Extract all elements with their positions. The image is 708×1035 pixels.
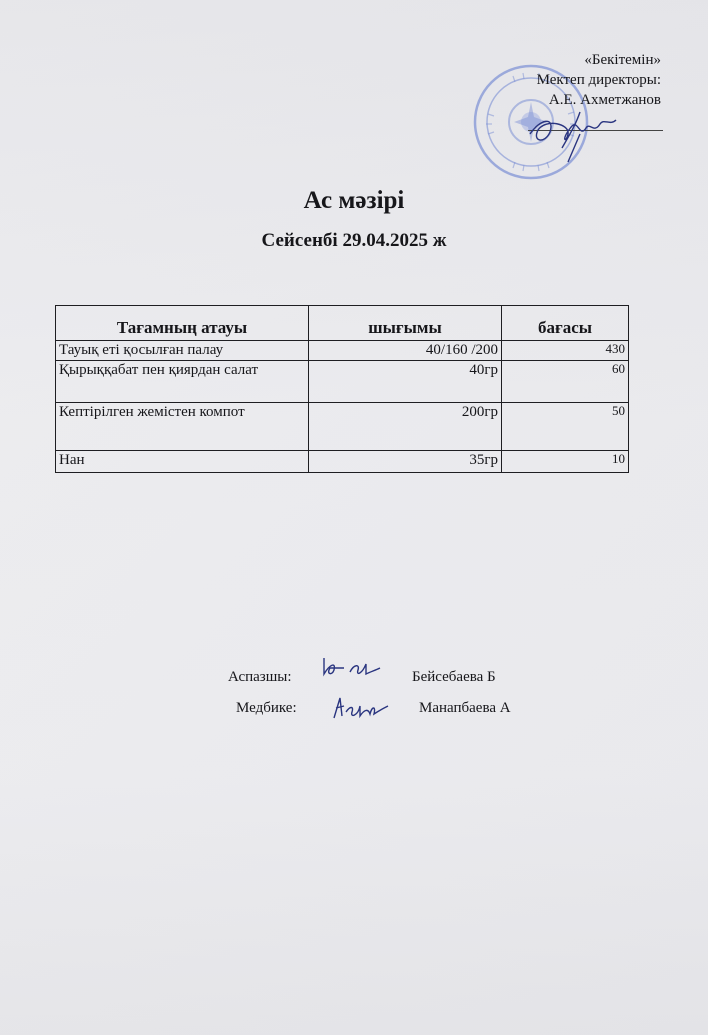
nurse-signature-row [236,700,511,717]
table-row [56,361,629,403]
dish-price: 50 [502,403,629,451]
page-title: Ас мәзірі [303,187,405,214]
dish-name: Нан [56,451,309,473]
nurse-label: Медбике: [236,700,297,716]
cook-signature-mark [320,652,384,680]
column-header-price: бағасы [502,306,629,341]
dish-price: 60 [502,361,629,403]
nurse-name: Манапбаева А [419,700,511,716]
nurse-signature-mark [330,692,392,722]
dish-yield: 40/160 /200 [309,341,502,361]
table-header-row [56,306,629,341]
dish-price: 10 [502,451,629,473]
approval-block [441,50,661,110]
menu-table [55,305,629,473]
approval-director: А.Е. Ахметжанов [548,92,661,108]
table-row [56,341,629,361]
table-row [56,451,629,473]
dish-yield: 40гр [309,361,502,403]
column-header-name: Тағамның атауы [56,306,309,341]
dish-yield: 35гр [309,451,502,473]
cook-label: Аспазшы: [228,669,292,685]
dish-name: Қырыққабат пен қиярдан салат [56,361,309,403]
column-header-yield: шығымы [309,306,502,341]
approval-title: «Бекітемін» [584,52,661,68]
table-row [56,403,629,451]
dish-name: Тауық еті қосылған палау [56,341,309,361]
dish-price: 430 [502,341,629,361]
dish-yield: 200гр [309,403,502,451]
approval-position: Мектеп директоры: [536,72,661,88]
dish-name: Кептірілген жемістен компот [56,403,309,451]
director-signature-mark [520,104,630,166]
page-subtitle: Сейсенбі 29.04.2025 ж [261,230,447,251]
cook-name: Бейсебаева Б [412,669,496,685]
cook-signature-row [228,669,496,686]
